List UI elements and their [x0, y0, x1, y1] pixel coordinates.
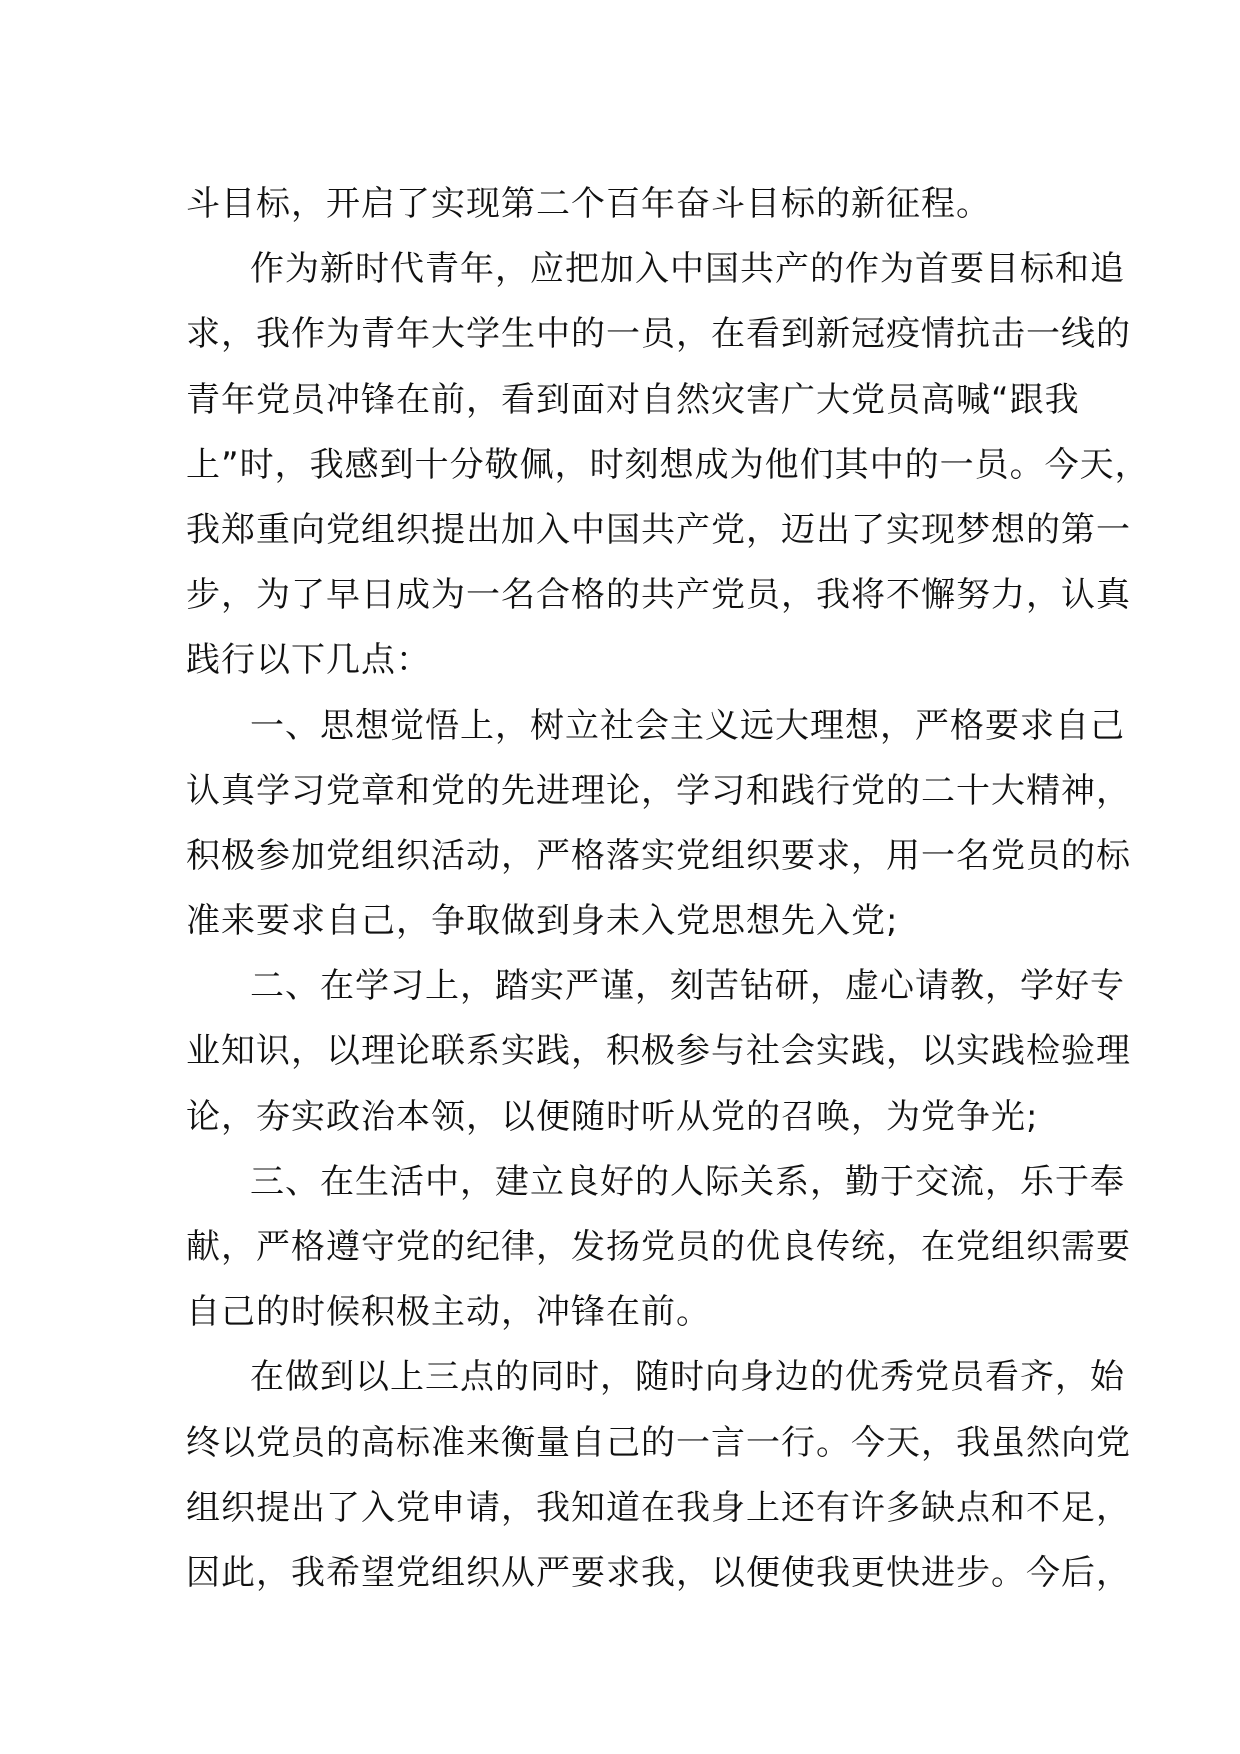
paragraph-start-line: 三、在生活中，建立良好的人际关系，勤于交流，乐于奉: [250, 1161, 1125, 1202]
text-line: 求，我作为青年大学生中的一员，在看到新冠疫情抗击一线的: [186, 314, 1131, 355]
text-line: 践行以下几点：: [186, 640, 431, 681]
text-line: 组织提出了入党申请，我知道在我身上还有许多缺点和不足，: [186, 1487, 1131, 1528]
document-body: [186, 172, 1150, 1606]
text-line: 我郑重向党组织提出加入中国共产党，迈出了实现梦想的第一: [186, 509, 1131, 550]
text-line: 斗目标，开启了实现第二个百年奋斗目标的新征程。: [186, 184, 991, 224]
text-line: 自己的时候积极主动，冲锋在前。: [186, 1292, 711, 1333]
paragraph-start-line: 二、在学习上，踏实严谨，刻苦钻研，虚心请教，学好专: [250, 966, 1125, 1007]
text-line: 认真学习党章和党的先进理论，学习和践行党的二十大精神，: [186, 770, 1131, 811]
text-line: 步，为了早日成为一名合格的共产党员，我将不懈努力，认真: [186, 575, 1131, 616]
text-line: 积极参加党组织活动，严格落实党组织要求，用一名党员的标: [186, 835, 1131, 876]
text-line: 准来要求自己，争取做到身未入党思想先入党;: [186, 901, 899, 942]
paragraph-start-line: 一、思想觉悟上，树立社会主义远大理想，严格要求自己: [250, 705, 1125, 746]
paragraph-start-line: 在做到以上三点的同时，随时向身边的优秀党员看齐，始: [250, 1357, 1125, 1398]
text-line: 业知识，以理论联系实践，积极参与社会实践，以实践检验理: [186, 1031, 1131, 1072]
text-line: 因此，我希望党组织从严要求我，以便使我更快进步。今后，: [186, 1552, 1131, 1593]
text-line: 青年党员冲锋在前，看到面对自然灾害广大党员高喊“跟我: [186, 379, 1080, 420]
text-line: 上”时，我感到十分敬佩，时刻想成为他们其中的一员。今天，: [186, 444, 1150, 485]
paragraph-start-line: 作为新时代青年，应把加入中国共产的作为首要目标和追: [250, 249, 1125, 290]
text-line: 论，夯实政治本领，以便随时听从党的召唤，为党争光;: [186, 1096, 1039, 1137]
text-line: 终以党员的高标准来衡量自己的一言一行。今天，我虽然向党: [186, 1422, 1131, 1463]
text-line: 献，严格遵守党的纪律，发扬党员的优良传统，在党组织需要: [186, 1227, 1131, 1267]
